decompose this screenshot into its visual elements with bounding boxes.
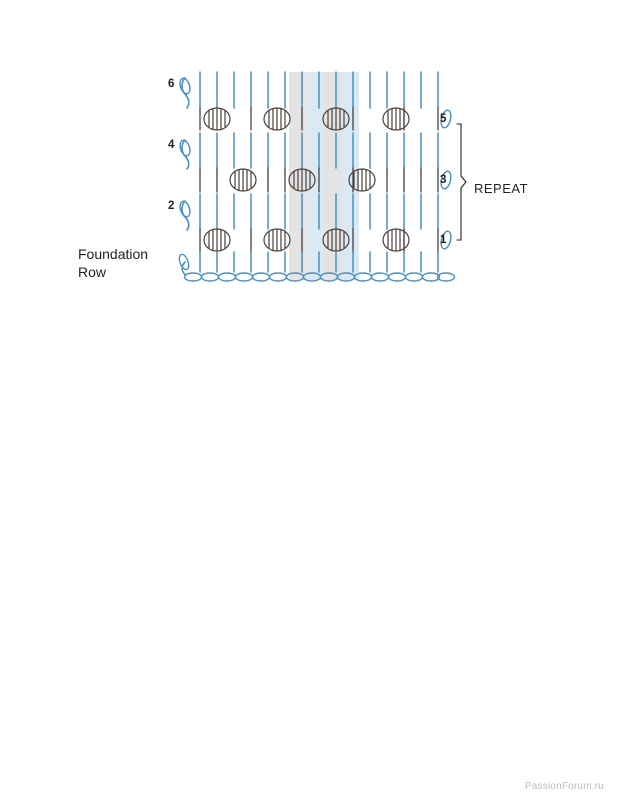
watermark: PassionForum.ru — [524, 781, 604, 792]
row-number-2: 2 — [168, 200, 175, 212]
row-number-3: 3 — [440, 174, 447, 186]
repeat-label: REPEAT — [474, 181, 529, 196]
row-number-6: 6 — [168, 78, 175, 90]
foundation-row-label-line2: Row — [78, 264, 107, 280]
foundation-row-label-line1: Foundation — [78, 246, 149, 262]
row-number-4: 4 — [168, 139, 175, 151]
highlight-bands — [289, 72, 359, 280]
row-number-1: 1 — [440, 234, 447, 246]
repeat-bracket — [457, 124, 466, 240]
row-number-5: 5 — [440, 113, 447, 125]
crochet-chart-diagram — [0, 0, 618, 330]
